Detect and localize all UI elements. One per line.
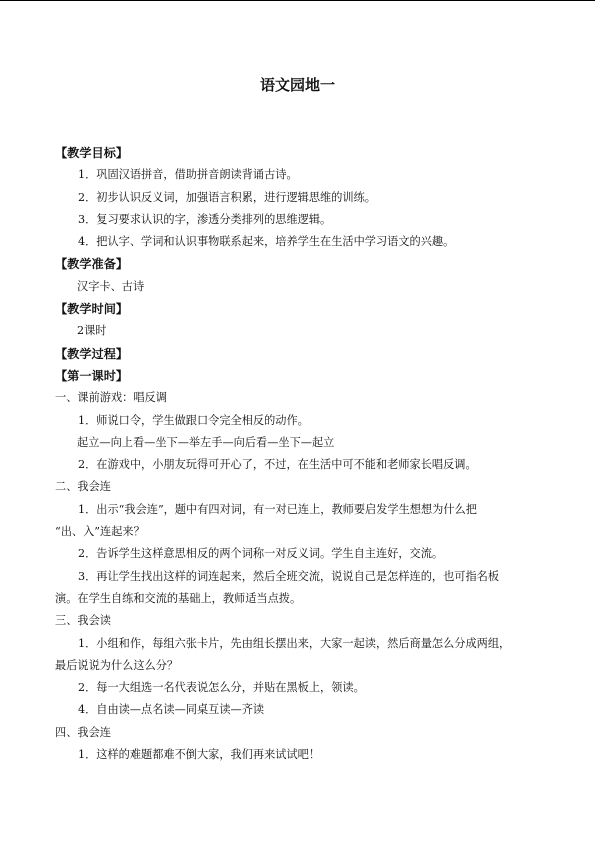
- part3-line1b: 最后说说为什么这么分？: [55, 658, 179, 672]
- part3-line3: 4．自由读—点名读—同桌互读—齐读: [78, 703, 265, 717]
- goal-item-2: 2．初步认识反义词，加强语言积累，进行逻辑思维的训练。: [78, 190, 376, 204]
- part4-title: 四、我会连: [55, 725, 111, 739]
- part1-line3: 2．在游戏中，小朋友玩得可开心了，不过，在生活中可不能和老师家长唱反调。: [78, 458, 477, 472]
- part2-line2: 2．告诉学生这样意思相反的两个词称一对反义词。学生自主连好，交流。: [78, 547, 444, 561]
- time-text: 2课时: [77, 324, 107, 338]
- part2-line1a: 1．出示“我会连”，题中有四对词，有一对已连上，教师要启发学生想想为什么把: [78, 502, 477, 516]
- part4-line1: 1．这样的难题都难不倒大家，我们再来试试吧！: [78, 748, 321, 762]
- part2-line3a: 3．再让学生找出这样的词连起来，然后全班交流，说说自己是怎样连的，也可指名板: [78, 569, 500, 583]
- page-title: 语文园地一: [259, 76, 335, 94]
- part1-line1: 1．师说口令，学生做跟口令完全相反的动作。: [78, 413, 309, 427]
- part3-line1a: 1．小组和作，每组六张卡片，先由组长摆出来，大家一起读，然后商量怎么分成两组，: [78, 636, 511, 650]
- lesson1-heading: 【第一课时】: [55, 368, 129, 383]
- part2-line3b: 演。在学生自练和交流的基础上，教师适当点拨。: [55, 591, 302, 605]
- goals-heading: 【教学目标】: [55, 146, 129, 160]
- goal-item-1: 1．巩固汉语拼音，借助拼音朗读背诵古诗。: [78, 168, 298, 182]
- goal-item-4: 4．把认字、学词和认识事物联系起来，培养学生在生活中学习语文的兴趣。: [78, 235, 455, 249]
- goal-item-3: 3．复习要求认识的字，渗透分类排列的思维逻辑。: [78, 212, 332, 226]
- part3-title: 三、我会读: [55, 614, 111, 628]
- part3-line2: 2．每一大组选一名代表说怎么分，并贴在黑板上，领读。: [78, 681, 365, 695]
- part2-line1b: “出、入”连起来？: [55, 525, 145, 539]
- prep-heading: 【教学准备】: [55, 257, 129, 272]
- part1-line2: 起立—向上看—坐下—举左手—向后看—坐下—起立: [77, 435, 335, 449]
- part1-title: 一、课前游戏：唱反调: [55, 391, 167, 405]
- time-heading: 【教学时间】: [55, 302, 129, 317]
- prep-text: 汉字卡、古诗: [77, 279, 145, 293]
- process-heading: 【教学过程】: [55, 346, 129, 361]
- document-body: [55, 142, 545, 766]
- part2-title: 二、我会连: [55, 480, 111, 494]
- top-border-line: [0, 0, 595, 1]
